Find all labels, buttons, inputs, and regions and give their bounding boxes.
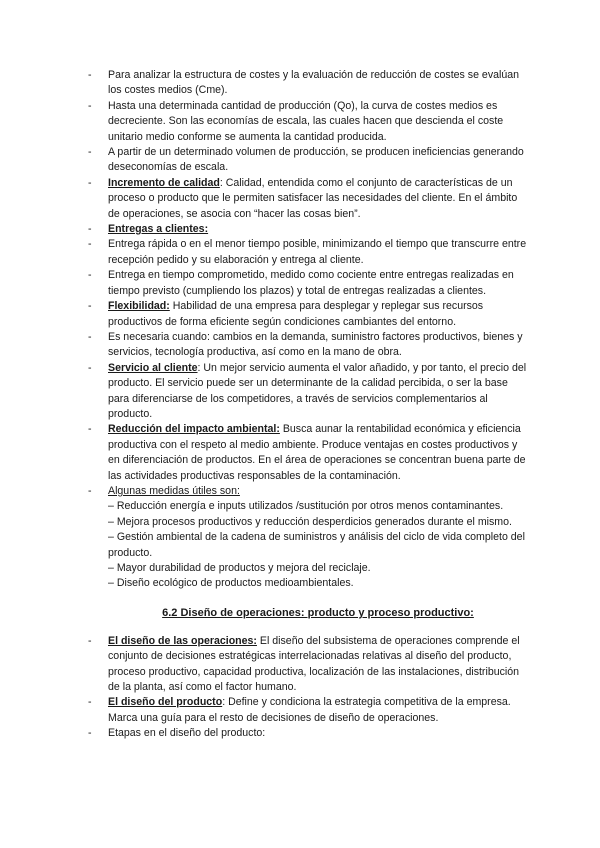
list-item [0, 176, 600, 222]
list-item [0, 99, 600, 145]
item-term: Flexibilidad: [108, 300, 170, 313]
bullet-dash: - [88, 238, 92, 251]
item-text: Entrega en tiempo comprometido, medido como cociente entre entregas realizadas en tiempo previsto (cumpliendo los plazos) y total de entregas realizadas a clientes. [108, 269, 514, 297]
list-item [0, 726, 600, 741]
item-text: Habilidad de una empresa para desplegar y replegar sus recursos productivos de forma eficiente según condiciones cambiantes del entorno. [108, 300, 484, 328]
item-text: Hasta una determinada cantidad de producción (Qo), la curva de costes medios es decreciente. Son las economías de escala, las cuales hacen que descienda el coste unitario medio conforme se aumenta la cantidad producida. [108, 99, 504, 143]
bullet-dash: - [88, 696, 92, 709]
list-item [0, 299, 600, 330]
bullet-dash: - [88, 484, 92, 497]
bullet-dash: - [88, 146, 92, 159]
item-text: El diseño del subsistema de operaciones comprende el conjunto de decisiones estratégicas interrelacionadas relativas al diseño del producto, proceso productivo, capacidad productiva, localización de las instalaciones, distribución de la planta, así como el factor humano. [108, 634, 520, 694]
bullet-dash: - [88, 727, 92, 740]
bullet-dash: - [88, 223, 92, 236]
item-term: Incremento de calidad [108, 176, 220, 189]
item-term: Entregas a clientes: [108, 223, 209, 236]
bullet-dash: - [88, 634, 92, 647]
bullet-dash: - [88, 176, 92, 189]
bullet-dash: - [88, 423, 92, 436]
item-text: Busca aunar la rentabilidad económica y eficiencia productiva con el respeto al medio ambiente. Produce ventajas en costes productivos y en diferenciación de productos. En el área de operaciones se concentran buena parte de las actividades productivas responsables de la contaminación. [108, 423, 526, 482]
item-text: Es necesaria cuando: cambios en la demanda, suministro factores productivos, bienes y servicios, tecnología productiva, así como en la mano de obra. [108, 330, 523, 359]
section-heading: 6.2 Diseño de operaciones: producto y proceso productivo: [162, 606, 474, 619]
item-text: Etapas en el diseño del producto: [108, 727, 266, 740]
list-item [0, 484, 600, 499]
item-text: Entrega rápida o en el menor tiempo posible, minimizando el tiempo que transcurre entre recepción pedido y su elaboración y entrega al cliente. [108, 238, 527, 266]
list-item [0, 361, 600, 423]
item-term: Reducción del impacto ambiental: [108, 423, 280, 436]
item-term: Servicio al cliente [108, 361, 198, 374]
list-item [0, 237, 600, 268]
measure-line: – Mayor durabilidad de productos y mejora del reciclaje. [108, 562, 371, 574]
bullet-dash: - [88, 300, 92, 313]
measure-line: – Reducción energía e inputs utilizados /sustitución por otros menos contaminantes. [108, 500, 504, 513]
item-underlined-text: Algunas medidas útiles son: [108, 484, 240, 497]
bullet-dash: - [88, 69, 92, 81]
item-text: Para analizar la estructura de costes y la evaluación de reducción de costes se evalúan los costes medios (Cme). [108, 69, 520, 97]
bullet-dash: - [88, 330, 92, 343]
item-text: : Un mejor servicio aumenta el valor añadido, y por tanto, el precio del producto. El servicio puede ser un determinante de la calidad percibida, o ser la base para diferenciarse de los competidores, a través de servicios complementarios al producto. [108, 361, 527, 420]
list-item [0, 330, 600, 361]
list-item [0, 68, 600, 99]
item-text: A partir de un determinado volumen de producción, se producen ineficiencias generando deseconomías de escala. [108, 146, 524, 174]
list-item [0, 422, 600, 484]
bullet-dash: - [88, 269, 92, 282]
document-page [0, 68, 600, 742]
list-item [0, 222, 600, 237]
bullet-dash: - [88, 99, 92, 112]
list-item [0, 145, 600, 176]
list-item [0, 634, 600, 696]
bullet-dash: - [88, 361, 92, 374]
measure-line: – Gestión ambiental de la cadena de suministros y análisis del ciclo de vida completo del producto. [108, 531, 525, 559]
list-item [0, 268, 600, 299]
item-text: : Define y condiciona la estrategia competitiva de la empresa. Marca una guía para el resto de decisiones de diseño de operaciones. [108, 696, 511, 724]
measure-line: – Mejora procesos productivos y reducción desperdicios generados durante el mismo. [108, 515, 512, 528]
item-term: El diseño de las operaciones: [108, 634, 257, 647]
item-term: El diseño del producto [108, 696, 223, 709]
list-item [0, 695, 600, 726]
measure-line: – Diseño ecológico de productos medioambientales. [108, 577, 354, 590]
item-text: : Calidad, entendida como el conjunto de características de un proceso o producto que le permiten satisfacer las necesidades del cliente. En el ámbito de operaciones, se asocia con “hacer las cosas bien”. [108, 176, 518, 220]
